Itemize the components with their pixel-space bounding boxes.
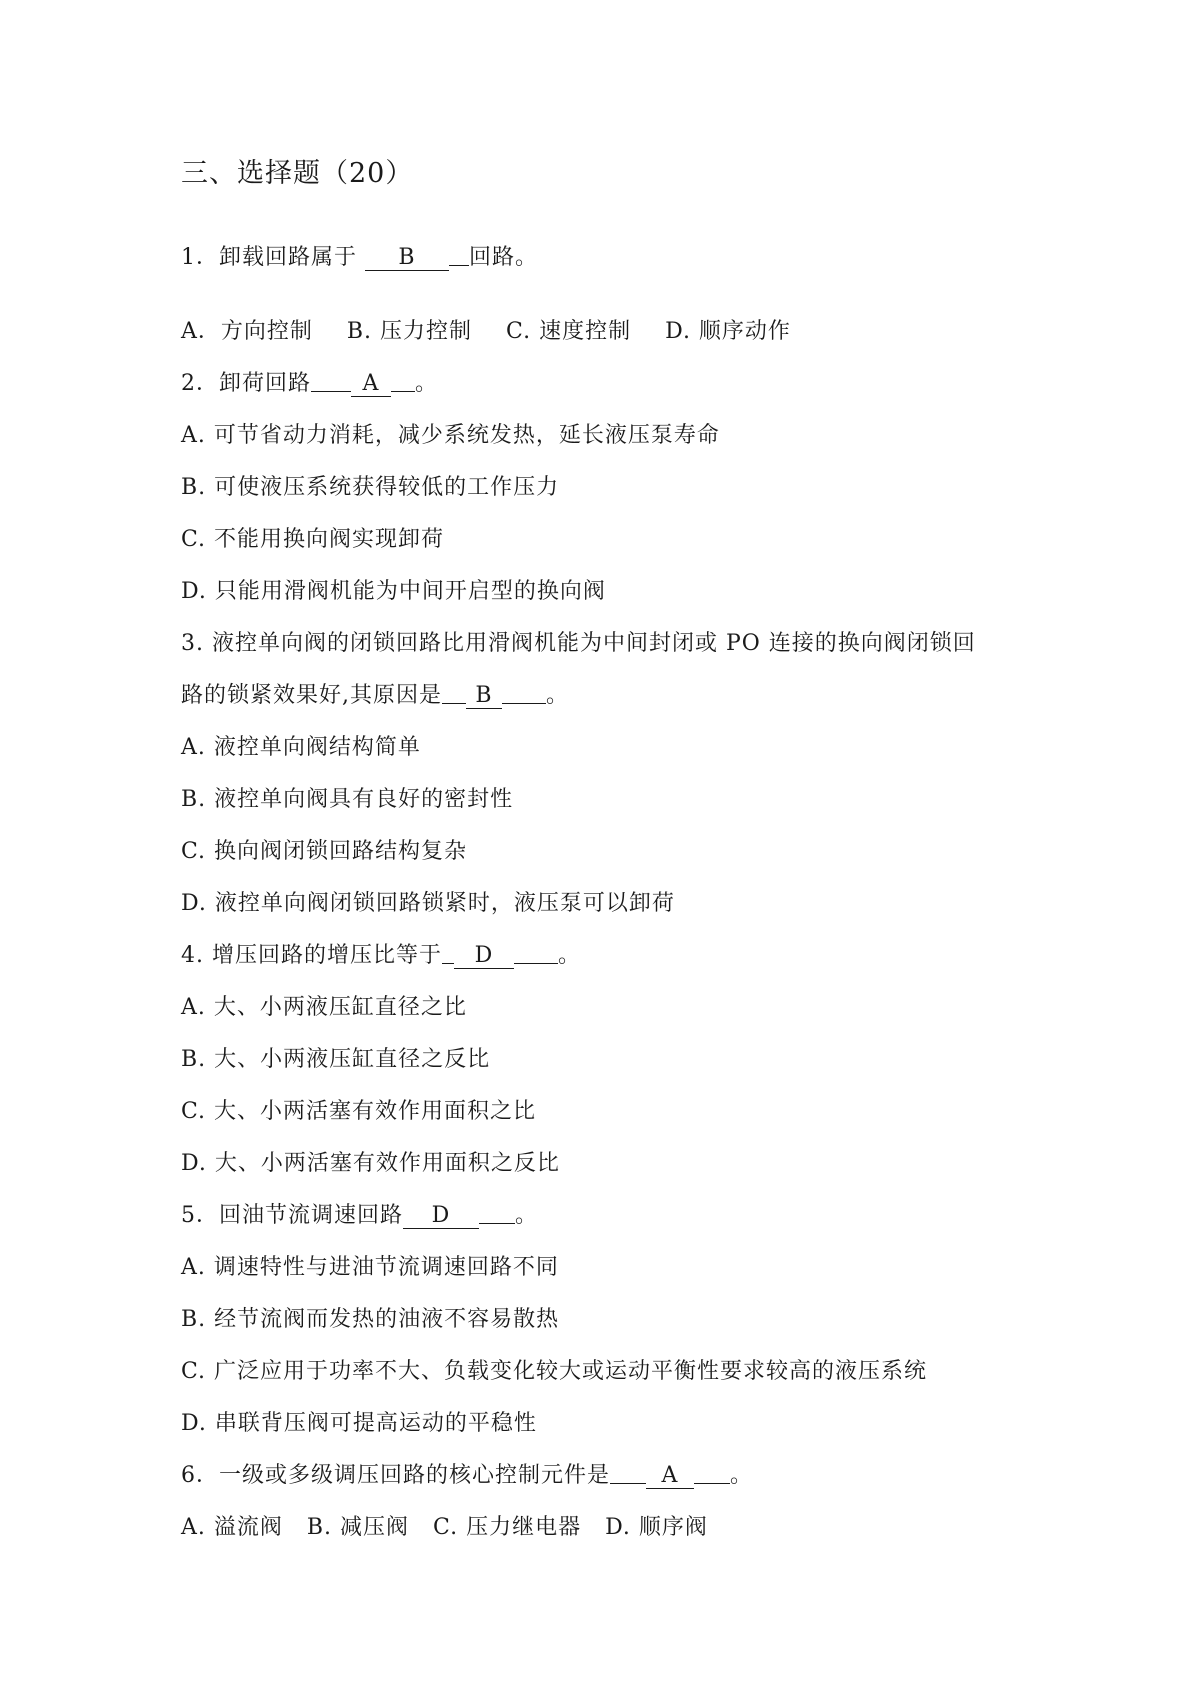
question-2-option-d: D. 只能用滑阀机能为中间开启型的换向阀	[181, 579, 606, 604]
question-4-stem-text: 4. 增压回路的增压比等于	[181, 943, 442, 968]
question-3-stem-end: 。	[546, 683, 570, 708]
question-1-option-d: D. 顺序动作	[665, 319, 791, 344]
question-1-answer: B	[365, 246, 449, 271]
question-6-option-c: C. 压力继电器	[433, 1515, 582, 1540]
question-6-option-a: A. 溢流阀	[181, 1515, 283, 1540]
question-2-stem	[181, 369, 438, 399]
question-4-stem-end: 。	[557, 943, 581, 968]
question-3-option-b: B. 液控单向阀具有良好的密封性	[181, 787, 514, 812]
question-2-option-b: B. 可使液压系统获得较低的工作压力	[181, 475, 560, 500]
question-6-stem-text: 6．一级或多级调压回路的核心控制元件是	[181, 1463, 610, 1488]
question-1-stem-end: 回路。	[469, 245, 539, 270]
question-5-stem-text: 5．回油节流调速回路	[181, 1203, 403, 1228]
question-4-option-d: D. 大、小两活塞有效作用面积之反比	[181, 1151, 560, 1176]
question-2-answer: A	[351, 372, 391, 397]
section-heading: 三、选择题（20）	[181, 158, 414, 189]
question-2-stem-text: 2．卸荷回路	[181, 371, 311, 396]
question-3-stem-text: 路的锁紧效果好,其原因是	[181, 683, 442, 708]
question-5-answer: D	[403, 1204, 479, 1229]
question-6-stem	[181, 1461, 753, 1491]
question-5-stem-end: 。	[515, 1203, 539, 1228]
question-1-option-b: B. 压力控制	[346, 319, 473, 344]
question-5-option-d: D. 串联背压阀可提高运动的平稳性	[181, 1411, 537, 1436]
question-4-option-a: A. 大、小两液压缸直径之比	[181, 995, 467, 1020]
question-3-option-c: C. 换向阀闭锁回路结构复杂	[181, 839, 468, 864]
question-1-stem	[181, 243, 538, 273]
question-4-option-b: B. 大、小两液压缸直径之反比	[181, 1047, 491, 1072]
question-5-option-c: C. 广泛应用于功率不大、负载变化较大或运动平衡性要求较高的液压系统	[181, 1359, 928, 1384]
question-5-option-b: B. 经节流阀而发热的油液不容易散热	[181, 1307, 560, 1332]
question-2-option-c: C. 不能用换向阀实现卸荷	[181, 527, 445, 552]
question-3-option-d: D. 液控单向阀闭锁回路锁紧时，液压泵可以卸荷	[181, 891, 675, 916]
question-2-stem-end: 。	[415, 371, 439, 396]
question-3-stem-line-2	[181, 681, 569, 711]
question-5-option-a: A. 调速特性与进油节流调速回路不同	[181, 1255, 559, 1280]
question-4-option-c: C. 大、小两活塞有效作用面积之比	[181, 1099, 537, 1124]
question-1-options	[181, 317, 791, 347]
question-3-answer: B	[466, 684, 502, 709]
question-1-stem-text: 1．卸载回路属于	[181, 245, 357, 270]
question-6-stem-end: 。	[730, 1463, 754, 1488]
question-3-stem-line-1: 3. 液控单向阀的闭锁回路比用滑阀机能为中间封闭或 PO 连接的换向阀闭锁回	[181, 631, 976, 656]
question-3-option-a: A. 液控单向阀结构简单	[181, 735, 421, 760]
question-6-option-d: D. 顺序阀	[605, 1515, 708, 1540]
question-6-options	[181, 1513, 708, 1543]
question-1-option-a: A．方向控制	[181, 319, 313, 344]
document-page	[181, 0, 1081, 1684]
question-4-answer: D	[454, 944, 514, 969]
question-4-stem	[181, 941, 581, 971]
question-6-answer: A	[646, 1464, 694, 1489]
question-1-option-c: C. 速度控制	[506, 319, 632, 344]
question-6-option-b: B. 减压阀	[306, 1515, 410, 1540]
question-2-option-a: A. 可节省动力消耗，减少系统发热，延长液压泵寿命	[181, 423, 720, 448]
question-5-stem	[181, 1201, 538, 1231]
